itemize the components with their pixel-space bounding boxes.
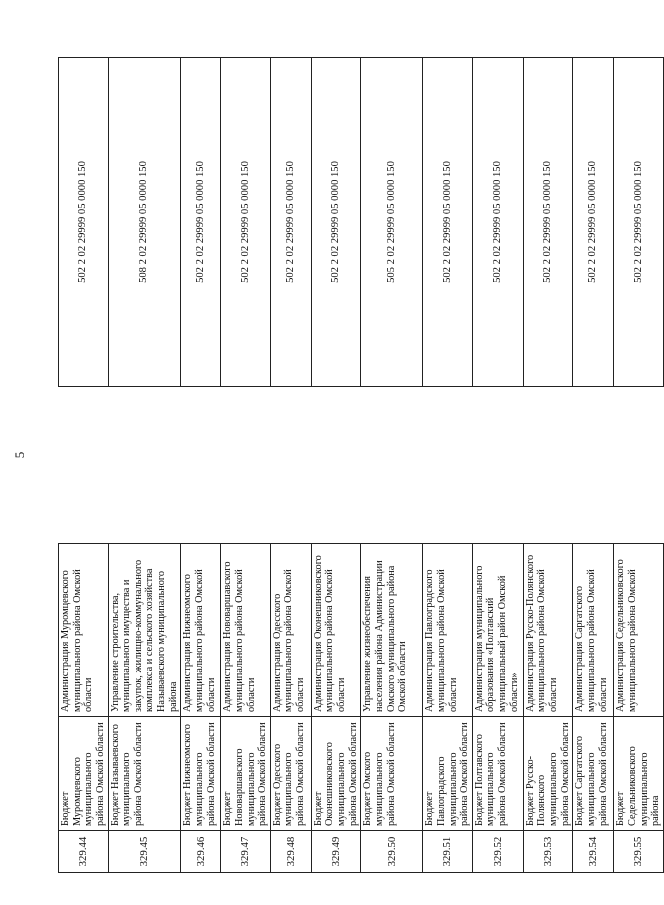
empty-cell xyxy=(361,387,423,544)
table-row xyxy=(270,58,311,873)
budget-code-cell: 502 2 02 29999 05 0000 150 xyxy=(472,58,523,387)
empty-cell xyxy=(523,387,573,544)
table-row xyxy=(108,58,181,873)
budget-code-cell: 502 2 02 29999 05 0000 150 xyxy=(270,58,311,387)
administrator-cell: Администрация Нововаршавского муниципального района Омской области xyxy=(221,544,271,717)
budget-name-cell: Бюджет Седельниковского муниципального района xyxy=(614,717,664,831)
table-row xyxy=(472,58,523,873)
page-number xyxy=(0,435,40,475)
empty-cell xyxy=(423,387,473,544)
row-number: 329.45 xyxy=(108,831,181,873)
administrator-cell: Администрация Оконешниковского муниципального района Омской области xyxy=(311,544,361,717)
row-number: 329.46 xyxy=(181,831,221,873)
empty-cell xyxy=(108,387,181,544)
administrator-cell: Администрация Саргатского муниципального района Омской области xyxy=(573,544,614,717)
row-number: 329.53 xyxy=(523,831,573,873)
row-number: 329.51 xyxy=(423,831,473,873)
administrator-cell: Администрация Павлоградского муниципального района Омской области xyxy=(423,544,473,717)
budget-code-cell: 502 2 02 29999 05 0000 150 xyxy=(614,58,664,387)
administrator-cell: Администрация Седельниковского муниципального района Омской xyxy=(614,544,664,717)
budget-table xyxy=(58,57,664,873)
budget-code-cell: 502 2 02 29999 05 0000 150 xyxy=(311,58,361,387)
budget-name-cell: Бюджет Муромцевского муниципального района Омской области xyxy=(59,717,109,831)
row-number: 329.54 xyxy=(573,831,614,873)
administrator-cell: Администрация Русско-Полянского муниципального района Омской области xyxy=(523,544,573,717)
page-number-text: 5 xyxy=(12,451,27,459)
budget-name-cell: Бюджет Одесского муниципального района Омской области xyxy=(270,717,311,831)
budget-name-cell: Бюджет Омского муниципального района Омской области xyxy=(361,717,423,831)
empty-cell xyxy=(270,387,311,544)
administrator-cell: Управление строительства, муниципального имущества и закупок, жилищно-коммунального комплекса и сельского хозяйства Называевского муниципального района xyxy=(108,544,181,717)
table-row xyxy=(361,58,423,873)
administrator-cell: Управление жизнеобеспечения населения района Администрации Омского муниципального района Омской области xyxy=(361,544,423,717)
administrator-cell: Администрация Муромцевского муниципального района Омской области xyxy=(59,544,109,717)
budget-name-cell: Бюджет Русско-Полянского муниципального района Омской области xyxy=(523,717,573,831)
budget-name-cell: Бюджет Оконешниковского муниципального района Омской области xyxy=(311,717,361,831)
budget-name-cell: Бюджет Полтавского муниципального района Омской области xyxy=(472,717,523,831)
table-row xyxy=(59,58,109,873)
row-number: 329.52 xyxy=(472,831,523,873)
budget-name-cell: Бюджет Называевского муниципального района Омской области xyxy=(108,717,181,831)
empty-cell xyxy=(221,387,271,544)
budget-code-cell: 502 2 02 29999 05 0000 150 xyxy=(181,58,221,387)
budget-name-cell: Бюджет Павлоградского муниципального района Омской области xyxy=(423,717,473,831)
row-number: 329.44 xyxy=(59,831,109,873)
administrator-cell: Администрация Одесского муниципального района Омской области xyxy=(270,544,311,717)
table-row xyxy=(523,58,573,873)
row-number: 329.55 xyxy=(614,831,664,873)
budget-code-cell: 502 2 02 29999 05 0000 150 xyxy=(59,58,109,387)
budget-code-cell: 502 2 02 29999 05 0000 150 xyxy=(423,58,473,387)
budget-code-cell: 502 2 02 29999 05 0000 150 xyxy=(573,58,614,387)
row-number: 329.47 xyxy=(221,831,271,873)
budget-name-cell: Бюджет Саргатского муниципального района Омской области xyxy=(573,717,614,831)
budget-table-container xyxy=(58,58,662,873)
row-number: 329.49 xyxy=(311,831,361,873)
empty-cell xyxy=(311,387,361,544)
budget-code-cell: 502 2 02 29999 05 0000 150 xyxy=(523,58,573,387)
administrator-cell: Администрация муниципального образования «Полтавский муниципальный район Омской области» xyxy=(472,544,523,717)
table-row xyxy=(614,58,664,873)
table-row xyxy=(181,58,221,873)
empty-cell xyxy=(181,387,221,544)
empty-cell xyxy=(573,387,614,544)
empty-cell xyxy=(472,387,523,544)
row-number: 329.50 xyxy=(361,831,423,873)
table-row xyxy=(423,58,473,873)
budget-code-cell: 502 2 02 29999 05 0000 150 xyxy=(221,58,271,387)
budget-code-cell: 508 2 02 29999 05 0000 150 xyxy=(108,58,181,387)
table-row xyxy=(573,58,614,873)
administrator-cell: Администрация Нижнеомского муниципального района Омской области xyxy=(181,544,221,717)
row-number: 329.48 xyxy=(270,831,311,873)
empty-cell xyxy=(614,387,664,544)
empty-cell xyxy=(59,387,109,544)
budget-code-cell: 505 2 02 29999 05 0000 150 xyxy=(361,58,423,387)
table-row xyxy=(221,58,271,873)
budget-name-cell: Бюджет Нововаршавского муниципального района Омской области xyxy=(221,717,271,831)
budget-name-cell: Бюджет Нижнеомского муниципального района Омской области xyxy=(181,717,221,831)
table-row xyxy=(311,58,361,873)
